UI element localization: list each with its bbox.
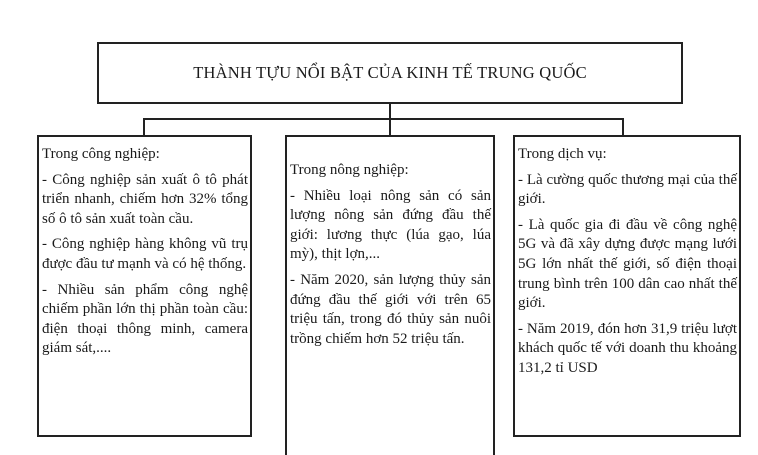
agriculture-box: [285, 135, 495, 455]
service-heading: Trong dịch vụ:: [518, 146, 607, 162]
connector-horizontal: [143, 118, 624, 120]
agriculture-heading: Trong nông nghiệp:: [290, 162, 409, 178]
service-item: - Năm 2019, đón hơn 31,9 triệu lượt khách quốc tế với doanh thu khoảng 131,2 tỉ USD: [518, 320, 737, 376]
service-box: [513, 135, 741, 437]
industry-heading: Trong công nghiệp:: [42, 146, 160, 162]
industry-item: - Nhiều sản phẩm công nghệ chiếm phần lớn thị phần toàn cầu: điện thoại thông minh, camera giám sát,....: [42, 281, 248, 357]
connector-agriculture: [389, 118, 391, 136]
service-item: - Là quốc gia đi đầu về công nghệ 5G và đã xây dựng được mạng lưới 5G lớn nhất thế giới, số điện thoại trung bình trên 100 dân cao nhất thế giới.: [518, 216, 737, 312]
connector-industry: [143, 118, 145, 136]
diagram-title: THÀNH TỰU NỔI BẬT CỦA KINH TẾ TRUNG QUỐC: [193, 63, 587, 82]
connector-service: [622, 118, 624, 136]
industry-box: [37, 135, 252, 437]
connector-trunk: [389, 104, 391, 119]
service-item: - Là cường quốc thương mại của thế giới.: [518, 171, 737, 208]
agriculture-item: - Nhiều loại nông sản có sản lượng nông sản đứng đầu thế giới: lương thực (lúa gạo, lúa mỳ), thịt lợn,...: [290, 187, 491, 263]
industry-item: - Công nghiệp sản xuất ô tô phát triển nhanh, chiếm hơn 32% tổng số ô tô sản xuất toàn cầu.: [42, 171, 248, 227]
industry-item: - Công nghiệp hàng không vũ trụ được đầu tư mạnh và có hệ thống.: [42, 236, 248, 272]
title-box: [97, 42, 683, 104]
agriculture-item: - Năm 2020, sản lượng thủy sản đứng đầu thế giới với trên 65 triệu tấn, trong đó thủy sản nuôi trồng chiếm hơn 52 triệu tấn.: [290, 271, 491, 347]
